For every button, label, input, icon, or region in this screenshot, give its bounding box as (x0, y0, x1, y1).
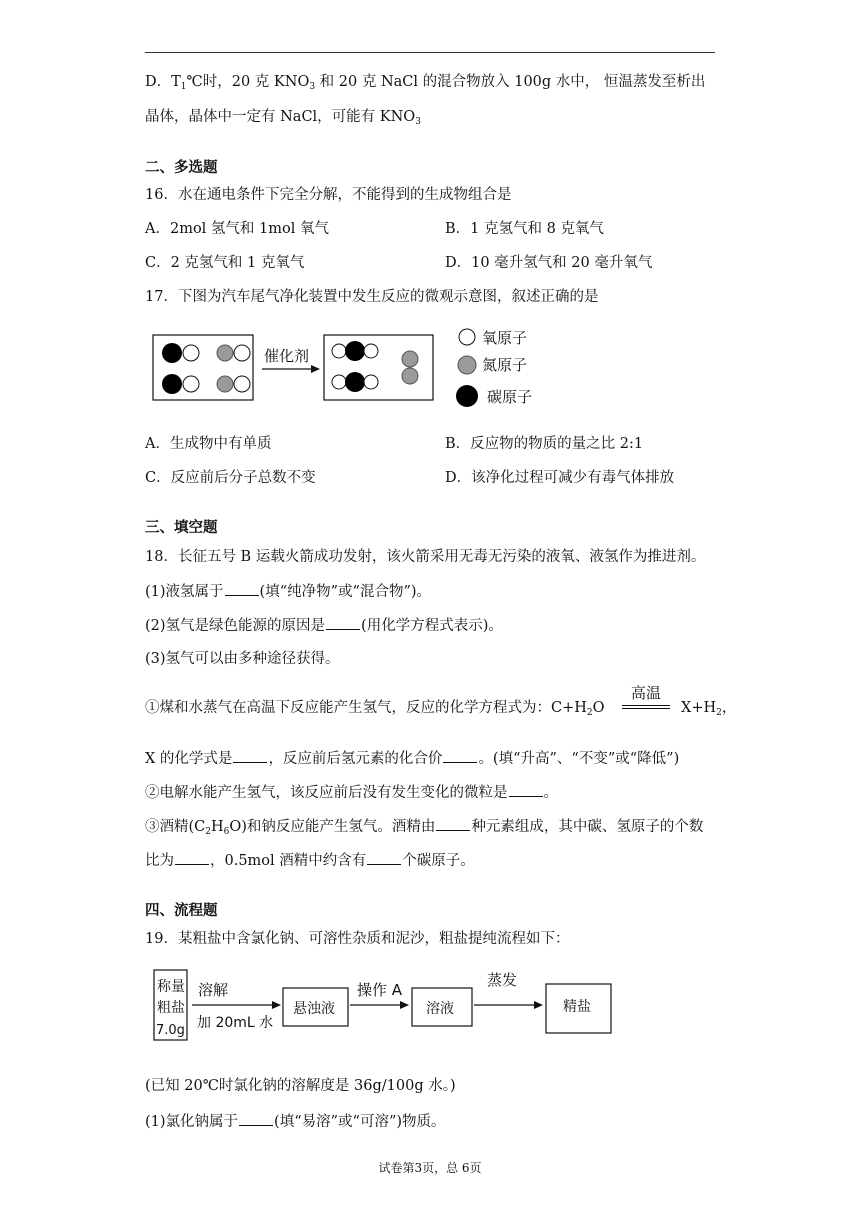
flow-box1-line3: 7.0g (156, 1023, 185, 1038)
question-16: 16．水在通电条件下完全分解，不能得到的生成物组合是 (145, 187, 512, 203)
answer-blank[interactable] (233, 748, 267, 763)
flow-arrow-2-head (400, 1001, 409, 1009)
q16-option-b: B．1 克氢气和 8 克氧气 (445, 221, 604, 237)
q19-part-1: (1)氯化钠属于 (填“易溶”或“可溶”)物质。 (145, 1111, 446, 1132)
q18-electrolysis-line: ②电解水能产生氢气，该反应前后没有发生变化的微粒是 。 (145, 782, 558, 803)
flow-arrow-1-head (272, 1001, 281, 1009)
nitrogen-atom (217, 376, 233, 392)
flow-step3-label: 蒸发 (487, 971, 518, 989)
oxygen-atom (183, 376, 199, 392)
answer-blank[interactable] (225, 581, 259, 596)
equation-products: $X+H_2$， (681, 700, 737, 718)
flow-arrow-3-head (534, 1001, 543, 1009)
arrow-label: 催化剂 (264, 347, 310, 365)
q19-note: (已知 20℃时氯化钠的溶解度是 36g/100g 水。) (145, 1078, 456, 1094)
answer-blank[interactable] (509, 782, 543, 797)
q16-option-d: D．10 毫升氢气和 20 毫升氧气 (445, 255, 653, 271)
q16-option-a: A．2mol 氢气和 1mol 氧气 (145, 221, 329, 237)
answer-blank[interactable] (239, 1111, 273, 1126)
flow-box2-label: 悬浊液 (293, 1001, 335, 1017)
nitrogen-atom (217, 345, 233, 361)
question-19: 19．某粗盐中含氯化钠、可溶性杂质和泥沙，粗盐提纯流程如下： (145, 931, 570, 947)
q18-formula-line: X 的化学式是 ，反应前后氢元素的化合价 。(填“升高”、“不变”或“降低”) (145, 748, 679, 769)
carbon-atom (345, 372, 365, 392)
q18-equation-line: ①煤和水蒸气在高温下反应能产生氢气，反应的化学方程式为：$C+H_2O$ (145, 700, 605, 718)
q17-option-c: C．反应前后分子总数不变 (145, 470, 316, 486)
nitrogen-atom (402, 368, 418, 384)
oxygen-atom (234, 345, 250, 361)
legend-carbon-label: 碳原子 (487, 388, 533, 406)
section-multiple-choice: 二、多选题 (145, 159, 218, 176)
answer-blank[interactable] (443, 748, 477, 763)
equals-sign (622, 705, 670, 709)
q18-ethanol-line1: ③酒精$(C_2H_6O)$和钠反应能产生氢气。酒精由 种元素组成，其中碳、氢原子的个数 (145, 816, 703, 837)
legend-oxygen-icon (459, 329, 475, 345)
oxygen-atom (364, 344, 378, 358)
header-rule (145, 52, 715, 53)
question-17: 17．下图为汽车尾气净化装置中发生反应的微观示意图，叙述正确的是 (145, 289, 599, 305)
reaction-diagram (150, 322, 550, 410)
oxygen-atom (332, 344, 346, 358)
flow-step1-bottom: 加 20mL 水 (197, 1015, 274, 1031)
q17-option-a: A．生成物中有单质 (145, 436, 272, 452)
oxygen-atom (332, 375, 346, 389)
carbon-atom (162, 343, 182, 363)
q18-ethanol-line2: 比为 ，0.5mol 酒精中约含有 个碳原子。 (145, 850, 475, 871)
arrow-head (311, 365, 320, 373)
flow-step1-top: 溶解 (198, 981, 229, 999)
nitrogen-atom (402, 351, 418, 367)
answer-blank[interactable] (175, 850, 209, 865)
answer-blank[interactable] (436, 816, 470, 831)
legend-carbon-icon (456, 385, 478, 407)
legend-oxygen-label: 氧原子 (482, 329, 528, 347)
equation-condition: 高温 (622, 684, 670, 709)
section-flow: 四、流程题 (145, 902, 218, 919)
answer-blank[interactable] (326, 615, 360, 630)
flow-box3-label: 溶液 (426, 1001, 454, 1017)
q18-part-2: (2)氢气是绿色能源的原因是 (用化学方程式表示)。 (145, 615, 503, 636)
q18-part-3: (3)氢气可以由多种途径获得。 (145, 651, 340, 667)
carbon-atom (162, 374, 182, 394)
salt-purification-flowchart (150, 962, 620, 1052)
flow-box1-line2: 粗盐 (157, 1000, 185, 1016)
q18-part-1: (1)液氢属于 (填“纯净物”或“混合物”)。 (145, 581, 431, 602)
oxygen-atom (183, 345, 199, 361)
q16-option-c: C．2 克氢气和 1 克氧气 (145, 255, 305, 271)
section-fill-in: 三、填空题 (145, 519, 218, 536)
q17-option-b: B．反应物的物质的量之比 2:1 (445, 436, 644, 452)
answer-blank[interactable] (367, 850, 401, 865)
oxygen-atom (234, 376, 250, 392)
q15-option-d-line1: D．$T_1℃$时，20 克 $KNO_3$ 和 20 克 NaCl 的混合物放入 100g 水中， 恒温蒸发至析出 (145, 74, 706, 92)
carbon-atom (345, 341, 365, 361)
oxygen-atom (364, 375, 378, 389)
q15-option-d-line2: 晶体，晶体中一定有 NaCl，可能有 $KNO_3$ (145, 109, 421, 127)
legend-nitrogen-icon (458, 356, 476, 374)
question-18: 18．长征五号 B 运载火箭成功发射，该火箭采用无毒无污染的液氧、液氢作为推进剂。 (145, 549, 706, 565)
flow-box4-label: 精盐 (563, 999, 591, 1015)
flow-step2-label: 操作 A (357, 981, 403, 999)
q17-option-d: D．该净化过程可减少有毒气体排放 (445, 470, 675, 486)
legend-nitrogen-label: 氮原子 (482, 356, 528, 374)
flow-box1-line1: 称量 (157, 979, 185, 995)
page-footer: 试卷第3页，总 6页 (378, 1161, 482, 1175)
